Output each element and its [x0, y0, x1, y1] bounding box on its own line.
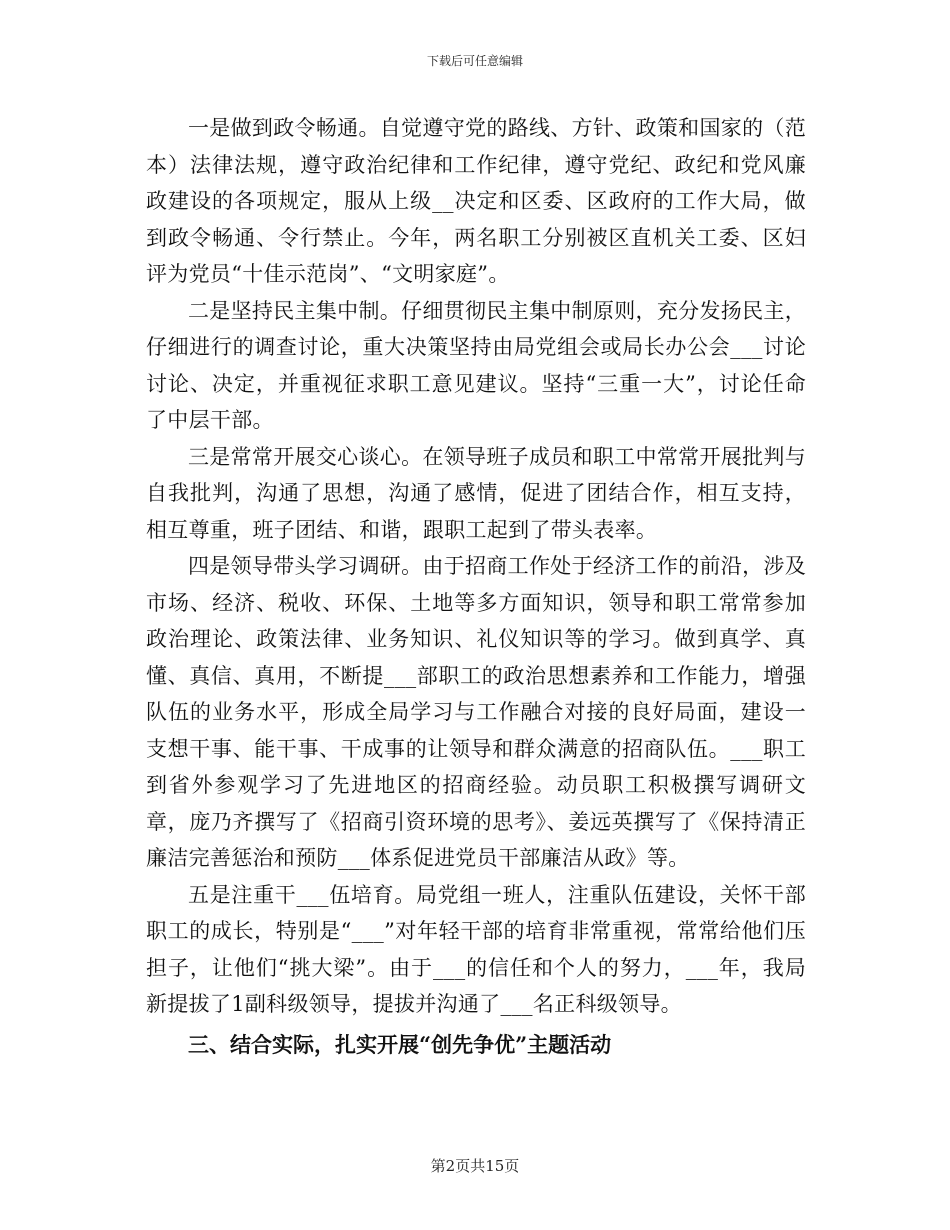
paragraph-1: 一是做到政令畅通。自觉遵守党的路线、方针、政策和国家的（范本）法律法规，遵守政治纪律和工作纪律，遵守党纪、政纪和党风廉政建设的各项规定，服从上级__决定和区委、区政府的工作大局，做到政令畅通、令行禁止。今年，两名职工分别被区直机关工委、区妇评为党员“十佳示范岗”、“文明家庭”。: [146, 116, 806, 286]
paragraph-3: 三是常常开展交心谈心。在领导班子成员和职工中常常开展批判与自我批判，沟通了思想，沟通了感情，促进了团结合作，相互支持，相互尊重，班子团结、和谐，跟职工起到了带头表率。: [146, 444, 806, 542]
paragraph-4: 四是领导带头学习调研。由于招商工作处于经济工作的前沿，涉及市场、经济、税收、环保、土地等多方面知识，领导和职工常常参加政治理论、政策法律、业务知识、礼仪知识等的学习。做到真学、真懂、真信、真用，不断提___部职工的政治思想素养和工作能力，增强队伍的业务水平，形成全局学习与工作融合对接的良好局面，建设一支想干事、能干事、干成事的让领导和群众满意的招商队伍。___职工到省外参观学习了先进地区的招商经验。动员职工积极撰写调研文章，庞乃齐撰写了《招商引资环境的思考》、姜远英撰写了《保持清正廉洁完善惩治和预防___体系促进党员干部廉洁从政》等。: [146, 554, 806, 870]
paragraph-5: 五是注重干___伍培育。局党组一班人，注重队伍建设，关怀干部职工的成长，特别是“___”对年轻干部的培育非常重视，常常给他们压担子，让他们“挑大梁”。由于___的信任和个人的努力，___年，我局新提拔了1副科级领导，提拔并沟通了___名正科级领导。: [146, 882, 806, 1016]
document-body: [146, 110, 806, 1065]
page-header: 下载后可任意编辑: [426, 54, 523, 68]
section-heading: 三、结合实际，扎实开展“创先争优”主题活动: [188, 1031, 612, 1057]
paragraph-2: 二是坚持民主集中制。仔细贯彻民主集中制原则，充分发扬民主，仔细进行的调查讨论，重大决策坚持由局党组会或局长办公会___讨论讨论、决定，并重视征求职工意见建议。坚持“三重一大”，讨论任命了中层干部。: [146, 298, 806, 432]
page-number: 第2页共15页: [430, 1157, 520, 1175]
